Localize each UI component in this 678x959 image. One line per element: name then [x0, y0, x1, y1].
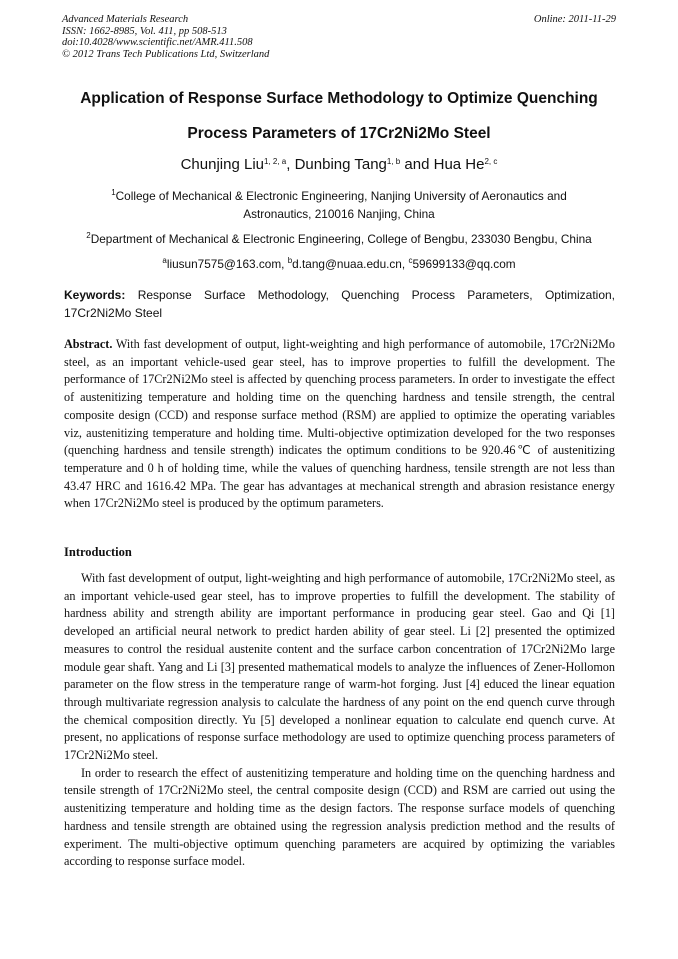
keywords-label: Keywords:	[64, 288, 126, 302]
affiliation-1-line-1: College of Mechanical & Electronic Engineering, Nanjing University of Aeronautics and	[115, 189, 567, 203]
author-superscript: 1, b	[386, 157, 401, 166]
abstract-text: With fast development of output, light-weighting and high performance of automobile, 17Cr2Ni2Mo steel, as an important vehicle-used gear steel, has to improve properties to fulfill the development. The performance of 17Cr2Ni2Mo steel is affected by quenching process parameters. In order to investigate the effect of austenitizing temperature and holding time on the quenching hardness and tensile strength, the central composite design (CCD) and response surface method (RSM) are applied to optimize the operating variables viz, austenitizing temperature and holding time. Multi-objective optimization developed for the two responses (quenching hardness and tensile strength) indicates the optimum conditions to be 920.46℃ of austenitizing temperature and 0 h of holding time, while the values of quenching hardness, tensile strength are not less than 43.47 HRC and 1616.42 MPa. The gear has advantages at mechanical strength and abrasion resistance energy when 17Cr2Ni2Mo steel is produced by the optimum parameters.	[64, 337, 615, 511]
abstract-label: Abstract.	[64, 337, 113, 351]
paper-title-line-2: Process Parameters of 17Cr2Ni2Mo Steel	[187, 125, 491, 142]
online-date: Online: 2011-11-29	[533, 14, 616, 25]
introduction-body	[64, 570, 615, 871]
paragraph: With fast development of output, light-weighting and high performance of automobile, 17Cr2Ni2Mo steel, as an important vehicle-used gear steel, has to improve properties to fulfill the development. The stability of hardness ability and strength ability are important performance in producing gear steel. Gao and Qi [1] developed an artificial neural network to predict harden ability of gear steel. Li [2] presented the optimized measures to control the residual austenite content and the surface carbon concentration of 17Cr2Ni2Mo large module gear shaft. Yang and Li [3] presented mathematical models to analyze the influences of Zener-Hollomon parameter on the flow stress in the temperature range of warm-hot forging. Just [4] educed the linear equation through multivariate regression analysis to calculate the hardness of any point on the end quench curve through the chemical composition directly. Yu [5] developed a nonlinear equation to calculate end quench curve. At present, no applications of response surface methodology are used to optimize quenching process parameters of 17Cr2Ni2Mo steel.	[64, 571, 615, 763]
affiliation-superscript: 2	[86, 231, 91, 240]
journal-name: Advanced Materials Research	[62, 14, 189, 25]
author-superscript: 1, 2, a	[264, 157, 287, 166]
affiliation-1	[50, 187, 628, 223]
affiliation-superscript: 1	[111, 188, 116, 197]
section-heading-introduction: Introduction	[64, 545, 132, 559]
journal-issn: ISSN: 1662-8985, Vol. 411, pp 508-513	[62, 25, 227, 37]
journal-copyright: © 2012 Trans Tech Publications Ltd, Switzerland	[62, 48, 270, 60]
paragraph: In order to research the effect of austenitizing temperature and holding time on the quenching hardness and tensile strength of 17Cr2Ni2Mo steel, the central composite design (CCD) and RSM are carried out using the austenitizing temperature and holding time as the design factors. The response surface models of quenching hardness and tensile strength are obtained using the regression analysis prediction method and the results of experiment. The multi-objective optimum quenching parameters are acquired by optimizing the variables according to response surface model.	[64, 765, 615, 869]
keywords	[64, 286, 615, 322]
journal-doi: doi:10.4028/www.scientific.net/AMR.411.508	[62, 37, 253, 48]
author-separator: and	[400, 156, 434, 173]
email-superscript: a	[162, 256, 167, 265]
email-address: liusun7575@163.com,	[166, 257, 288, 271]
affiliation-2	[50, 230, 628, 248]
journal-header	[62, 14, 616, 60]
paper-title-line-1: Application of Response Surface Methodology to Optimize Quenching	[80, 90, 598, 107]
author-separator: ,	[286, 156, 295, 173]
email-superscript: b	[287, 256, 293, 265]
keywords-text: Response Surface Methodology, Quenching Process Parameters, Optimization, 17Cr2Ni2Mo Steel	[64, 288, 615, 320]
affiliation-2-text: Department of Mechanical & Electronic Engineering, College of Bengbu, 233030 Bengbu, China	[90, 232, 592, 246]
abstract	[64, 336, 615, 513]
email-address: d.tang@nuaa.edu.cn,	[292, 257, 409, 271]
author-list	[40, 156, 638, 173]
email-address: 59699133@qq.com	[412, 257, 516, 271]
author-name: Chunjing Liu	[180, 156, 264, 173]
affiliation-1-line-2: Astronautics, 210016 Nanjing, China	[243, 207, 435, 221]
author-superscript: 2, c	[484, 157, 498, 166]
email-list	[50, 255, 628, 273]
author-name: Hua He	[433, 156, 485, 173]
author-name: Dunbing Tang	[294, 156, 387, 173]
email-superscript: c	[408, 256, 413, 265]
